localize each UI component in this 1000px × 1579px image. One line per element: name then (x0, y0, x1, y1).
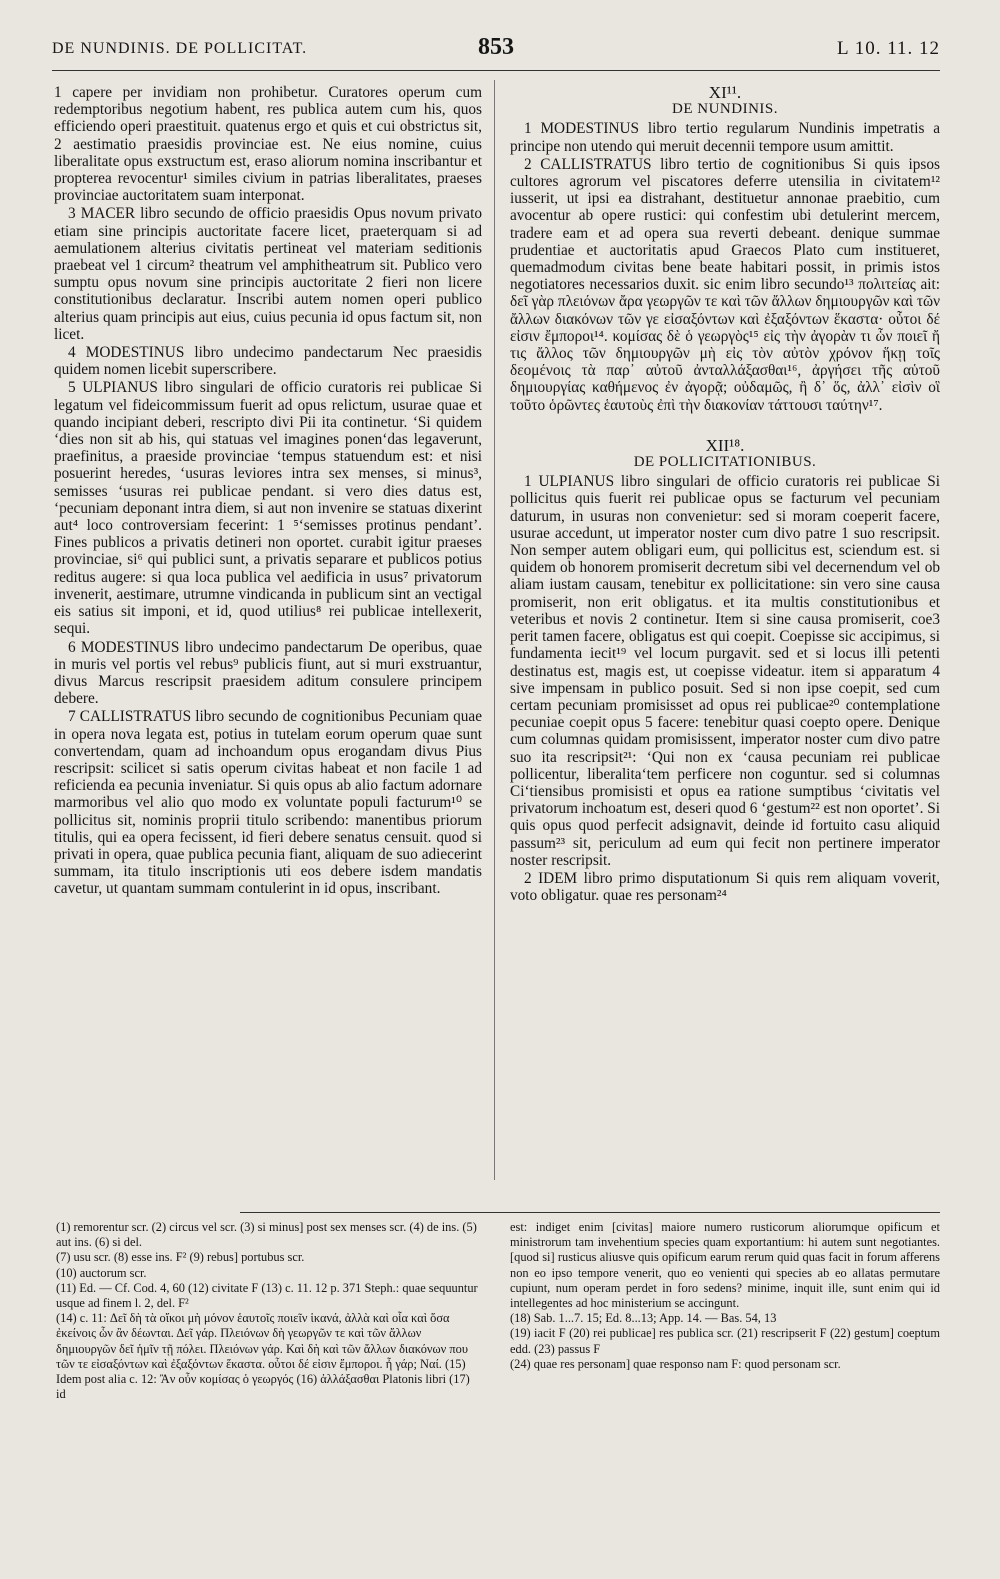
footnote: (11) Ed. — Cf. Cod. 4, 60 (12) civitate F (13) c. 11. 12 p. 371 Steph.: quae sequuntur usque ad finem l. 2, del. F² (56, 1280, 478, 1311)
header-section-ref: L 10. 11. 12 (837, 38, 940, 59)
footnote: (7) usu scr. (8) esse ins. F² (9) rebus] portubus scr. (56, 1250, 305, 1265)
paragraph: 3 MACER libro secundo de officio praesidis Opus novum privato etiam sine principis auctoritate facere licet, praeterquam si ad aemulationem alterius civitatis pertineat vel materiam seditionis praebeat vel 1 circum² theatrum vel amphitheatrum sit. Publico vero sumptu opus novum sine principis auctoritate 2 fieri non licere constitutionibus declaratur. Inscribi autem nomen operi publico alterius quam principis aut eius, cuius pecunia id opus factum sit, non licet. (54, 205, 482, 343)
footnote: (19) iacit F (20) rei publicae] res publica scr. (21) rescripserit F (22) gestum] coeptum edd. (23) passus F (510, 1326, 940, 1356)
running-header (52, 30, 940, 70)
footnote: (18) Sab. 1...7. 15; Ed. 8...13; App. 14. — Bas. 54, 13 (510, 1311, 777, 1326)
paragraph: 4 MODESTINUS libro undecimo pandectarum Nec praesidis quidem nomen licebit superscribere. (54, 344, 482, 379)
footnote: est: indiget enim [civitas] maiore numero rusticorum aliorumque opificum et ministrorum tam invehentium species quam exportantium: hi autem sunt negotiantes. [quod si] rusticus aliusve quis opificum earum rerum quid quas facit in forum afferens non eo ipso tempore venerit, quo eo venienti qui species ab eo allatas permutare cupiunt, num operam perdet in foro sedens? minime, inquit ille, sunt enim qui id intellegentes ad hoc ministerium se accingunt. (510, 1220, 940, 1311)
footnote: (24) quae res personam] quae responso nam F: quod personam scr. (510, 1356, 841, 1371)
paragraph: 6 MODESTINUS libro undecimo pandectarum De operibus, quae in muris vel portis vel rebus⁹ publicis fiunt, aut si muri exstruantur, divus Marcus rescripsit praesidem aditum consulere principem debere. (54, 638, 482, 708)
spacer (510, 415, 940, 437)
section-title: XI¹¹. (708, 83, 742, 102)
right-column (510, 84, 940, 905)
paragraph: 2 CALLISTRATUS libro tertio de cognitionibus Si quis ipsos cultores agrorum vel piscatores deferre utensilia in civitatem¹² iusserit, ut ipsi ea distrahant, destituetur annonae praebitio, cum avocentur ab opere rustici: qui confestim ubi detulerint mercem, tradere eam et ad opera sua reverti debeant. denique summae prudentiae et auctoritatis apud Graecos Plato cum institueret, quemadmodum civitas bene beate habitari possit, in primis istos negotiatores necessarios duxit. sic enim libro secundo¹³ πολιτείας ait: δεῖ γὰρ πλειόνων ἄρα γεωργῶν τε καὶ τῶν ἄλλων δημιουργῶν καὶ τῶν ἄλλων διακόνων τῶν γε εἰσαξόντων καὶ ἐξαξόντων ἕκαστα· οὗτοι δέ εἰσιν ἔμποροι¹⁴. κομίσας δὲ ὁ γεωργὸς¹⁵ εἰς τὴν ἀγορὰν τι ὧν ποιεῖ ἤ τις ἄλλος τῶν δημιουργῶν μὴ εἰς τὸν αὐτὸν χρόνον ἥκῃ τοῖς δεομένοις τὰ παρ᾽ αὐτοῦ ἀνταλλάξασθαι¹⁶, ἀργήσει τῆς αὑτοῦ δημιουργίας καθήμενος ἐν ἀγορᾷ; οὐδαμῶς, ἢ δ᾽ ὅς, ἀλλ᾽ εἰσὶν οἳ τοῦτο ὁρῶντες ἑαυτοὺς ἐπὶ τὴν διακονίαν τάττουσι ταύτην¹⁷. (510, 155, 940, 414)
section-heading: DE NUNDINIS. (672, 101, 778, 118)
header-left-title: DE NUNDINIS. DE POLLICITAT. (52, 40, 308, 57)
page-number: 853 (478, 34, 514, 60)
paragraph: 7 CALLISTRATUS libro secundo de cognitionibus Pecuniam quae in opera nova legata est, potius in tutelam eorum operum quae sunt convertendam, quam ad inchoandum opus erogandam divus Pius rescripsit: scilicet si satis operum civitas habeat et non facile 1 ad reficienda ea pecunia inveniatur. Si quis opus ab alio factum adornare marmoribus vel alio quo modo ex voluntate populi facturum¹⁰ se pollicitus sit, nominis proprii titulo scribendo: manentibus priorum titulis, qui ea opera fecissent, id fieri debere senatus censuit. quod si privati in opera, quae publica pecunia fiant, aliquam de suo adiecerint summam, ita titulo inscriptionis uti eos debere isdem mandatis cavetur, ut quantam summam contulerint in id opus, inscribant. (54, 708, 482, 898)
column-separator (494, 80, 495, 1180)
footnote: (14) c. 11: Δεῖ δὴ τὰ οἴκοι μὴ μόνον ἑαυτοῖς ποιεῖν ἱκανά, ἀλλὰ καὶ οἷα καὶ ὅσα ἐκείνοις ὧν ἂν δέωνται. Δεῖ γάρ. Πλειόνων δὴ γεωργῶν τε καὶ τῶν ἄλλων δημιουργῶν δεῖ ἡμῖν τῇ πόλει. Πλειόνων γάρ. Καὶ δὴ καὶ τῶν ἄλλων διακόνων που τῶν τε εἰσαξόντων καὶ ἐξαξόντων ἕκαστα. οὗτοι δέ εἰσιν ἔμποροι. ἦ γάρ; Ναί. (15) Idem post alia c. 12: Ἂν οὖν κομίσας ὁ γεωργός (16) ἀλλάξασθαι Platonis libri (17) id (56, 1311, 470, 1402)
footnote: (10) auctorum scr. (56, 1265, 147, 1280)
footnotes-right (510, 1220, 940, 1372)
paragraph: 2 IDEM libro primo disputationum Si quis rem aliquam voverit, voto obligatur. quae res personam²⁴ (510, 869, 940, 905)
paragraph: 1 capere per invidiam non prohibetur. Curatores operum cum redemptoribus negotium habent, res publica autem cum his, quos efficiendo operi praestituit. quatenus ergo et quis et cui obstrictus sit, 2 aestimatio praesidis provinciae est. Ne eius nomine, cuius liberalitate opus exstructum est, eraso aliorum nomina inscribantur et propterea revocentur¹ similes civium in patrias liberalitates, praeses provinciae auctoritatem suam interponat. (54, 84, 482, 205)
footnote: (1) remorentur scr. (2) circus vel scr. (3) si minus] post sex menses scr. (4) de ins. (5) aut ins. (6) si del. (56, 1220, 477, 1250)
paragraph: 5 ULPIANUS libro singulari de officio curatoris rei publicae Si legatum vel fideicommissum fuerit ad opus relictum, usurae quae et quando incipiant deberi, rescripto divi Pii ita continetur. ‘Si quidem ‘dies non sit ab his, qui statuas vel imagines ponen‘das legaverunt, praefinitus, a praeside provinciae ‘tempus statuendum est: et nisi posuerint heredes, ‘usuras leviores intra sex menses, si minus³, semisses ‘usuras rei publicae pendant. si vero dies datus est, ‘pecuniam deponant intra diem, si aut non invenire se statuas dixerint aut⁴ loco controversiam fecerint: 1 ⁵‘semisses protinus pendant’. Fines publicos a privatis detineri non oportet. curabit igitur praeses provinciae, si⁶ qui publici sunt, a privatis separare et publicos potius reditus augere: si qua loca publica vel aedificia in usus⁷ privatorum invenerit, aestimare, utrumne vindicanda in publicum sint an vectigal eis satius sit imponi, et id, quod utilius⁸ rei publicae intellexerit, sequi. (54, 379, 482, 638)
section-title: XII¹⁸. (705, 435, 745, 455)
left-column (54, 84, 482, 899)
paragraph: 1 ULPIANUS libro singulari de officio curatoris rei publicae Si pollicitus quis fuerit rei publicae opus se facturum vel pecuniam daturum, in usuras non convenietur: sed si moram coeperit facere, usurae accedunt, ut imperator noster cum divo patre 1 suo rescripsit. Non semper autem obligari eum, qui pollicitus est, sciendum est. si quidem ob honorem promiserit decretum sibi vel decernendum vel ob aliam iustam causam, tenebitur ex pollicitatione: sin vero sine causa promiserit, non erit obligatus. et ita multis constitutionibus et veteribus et novis 2 continetur. Item si sine causa promiserit, coe3 perit tamen facere, obligatus est qui coepit. Coepisse sic accipimus, si fundamenta iecit¹⁹ vel locum purgavit. sed et si locus illi petenti destinatus est, magis est, ut coepisse videatur. item si apparatum 4 sive impensam in publico posuit. Sed si non ipse coepit, sed cum certam pecuniam promisisset ad opus rei publicae²⁰ contemplatione pecuniae coepit opus 5 facere: tenebitur quasi coepto opere. Denique cum columnas quidam promisissent, imperator noster cum divo patre suo ita rescripsit²¹: ‘Qui non ex ‘causa pecuniam rei publicae pollicentur, liberalita‘tem perficere non coguntur. sed si columnas Ci‘tiensibus promisisti et opus ea ratione sumptibus ‘civitatis vel privatorum inchoatum est, deseri quod 6 ‘gestum²² est non oportet’. Si quis opus quod perfecit adsignavit, deinde id fortuito casu aliquid passum²³ sit, periculum ad eum qui fecit non pertinere imperator noster rescripsit. (510, 473, 940, 869)
header-rule (52, 70, 940, 71)
footnote-rule (240, 1212, 940, 1213)
footnotes-left (56, 1220, 482, 1402)
paragraph: 1 MODESTINUS libro tertio regularum Nundinis impetratis a principe non utendo qui meruit decennii tempore usum amittit. (510, 120, 940, 155)
section-heading: DE POLLICITATIONIBUS. (633, 454, 817, 471)
